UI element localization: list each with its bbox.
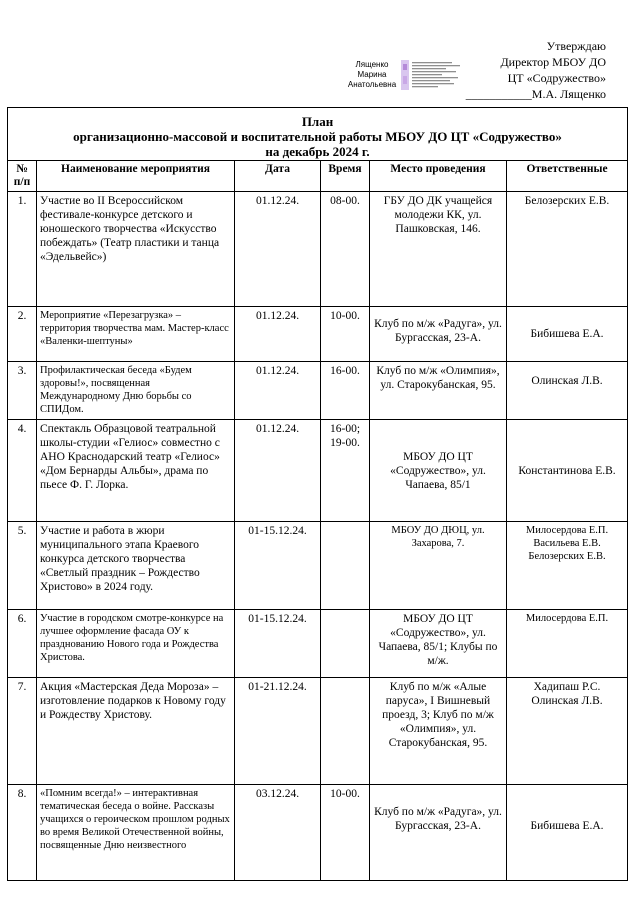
title-row bbox=[8, 108, 628, 161]
row-event-name: Акция «Мастерская Деда Мороза» – изготовление подарков к Новому году и Рождеству Христову. bbox=[37, 678, 235, 785]
row-time: 08-00. bbox=[321, 192, 370, 307]
row-responsible: Милосердова Е.П. bbox=[507, 610, 628, 678]
row-event-name: Спектакль Образцовой театральной школы-студии «Гелиос» совместно с АНО Краснодарский театр «Гелиос» «Дом Бернарды Альбы», драма по пьесе Ф. Г. Лорка. bbox=[37, 420, 235, 522]
row-num: 5. bbox=[8, 522, 37, 610]
header-num: № п/п bbox=[8, 161, 37, 192]
signature-name bbox=[342, 60, 402, 90]
table-row bbox=[8, 785, 628, 881]
row-time: 10-00. bbox=[321, 785, 370, 881]
row-place: МБОУ ДО ЦТ «Содружество», ул. Чапаева, 85/1; Клубы по м/ж. bbox=[370, 610, 507, 678]
row-event-name: Участие и работа в жюри муниципального этапа Краевого конкурса детского творчества «Светлый праздник – Рождество Христово» в 2024 году. bbox=[37, 522, 235, 610]
row-num: 3. bbox=[8, 362, 37, 420]
row-place: МБОУ ДО ДЮЦ, ул. Захарова, 7. bbox=[370, 522, 507, 610]
row-event-name: Участие в городском смотре-конкурсе на лучшее оформление фасада ОУ к празднованию Нового года и Рождества Христова. bbox=[37, 610, 235, 678]
row-place: Клуб по м/ж «Алые паруса», I Вишневый проезд, 3; Клуб по м/ж «Олимпия», ул. Старокубанская, 95. bbox=[370, 678, 507, 785]
row-event-name: Мероприятие «Перезагрузка» – территория творчества мам. Мастер-класс «Валенки-шептуны» bbox=[37, 307, 235, 362]
signature-name-line-2: Марина bbox=[357, 70, 387, 79]
row-num: 7. bbox=[8, 678, 37, 785]
row-responsible: Белозерских Е.В. bbox=[507, 192, 628, 307]
signature-name-line-1: Лященко bbox=[355, 60, 389, 69]
row-event-name: Участие во II Всероссийском фестивале-конкурсе детского и юношеского творчества «Искусство побеждать» (Театр пластики и танца «Эдельвейс») bbox=[37, 192, 235, 307]
row-responsible: Хадипаш Р.С. Олинская Л.В. bbox=[507, 678, 628, 785]
row-date: 01.12.24. bbox=[235, 307, 321, 362]
row-num: 4. bbox=[8, 420, 37, 522]
row-date: 01.12.24. bbox=[235, 192, 321, 307]
row-responsible: Бибишева Е.А. bbox=[507, 307, 628, 362]
row-date: 03.12.24. bbox=[235, 785, 321, 881]
plan-table bbox=[7, 107, 628, 881]
row-time bbox=[321, 610, 370, 678]
header-date: Дата bbox=[235, 161, 321, 192]
row-date: 01.12.24. bbox=[235, 362, 321, 420]
table-row bbox=[8, 307, 628, 362]
title-line-3: на декабрь 2024 г. bbox=[265, 144, 370, 159]
row-place: Клуб по м/ж «Олимпия», ул. Старокубанская, 95. bbox=[370, 362, 507, 420]
row-time: 16-00; 19-00. bbox=[321, 420, 370, 522]
row-date: 01-21.12.24. bbox=[235, 678, 321, 785]
row-responsible: Константинова Е.В. bbox=[507, 420, 628, 522]
row-event-name: «Помним всегда!» – интерактивная тематическая беседа о войне. Рассказы учащихся о героическом прошлом родных во время Великой Отечественной войны, посвященные Дню неизвестного bbox=[37, 785, 235, 881]
row-place: ГБУ ДО ДК учащейся молодежи КК, ул. Пашковская, 146. bbox=[370, 192, 507, 307]
approval-line-2: Директор МБОУ ДО bbox=[500, 55, 606, 69]
row-time: 10-00. bbox=[321, 307, 370, 362]
row-place: Клуб по м/ж «Радуга», ул. Бургасская, 23-А. bbox=[370, 307, 507, 362]
row-time: 16-00. bbox=[321, 362, 370, 420]
row-num: 8. bbox=[8, 785, 37, 881]
table-row bbox=[8, 192, 628, 307]
table-row bbox=[8, 610, 628, 678]
row-num: 6. bbox=[8, 610, 37, 678]
row-date: 01.12.24. bbox=[235, 420, 321, 522]
document-title bbox=[8, 108, 628, 161]
approval-line-1: Утверждаю bbox=[546, 39, 606, 53]
row-num: 1. bbox=[8, 192, 37, 307]
digital-signature-stamp-icon bbox=[400, 58, 464, 92]
header-responsible: Ответственные bbox=[507, 161, 628, 192]
plan-document bbox=[7, 107, 627, 881]
approval-line-4: ___________М.А. Лященко bbox=[465, 87, 606, 101]
signature-name-line-3: Анатольевна bbox=[347, 80, 397, 89]
header-row bbox=[8, 161, 628, 192]
row-responsible: Олинская Л.В. bbox=[507, 362, 628, 420]
title-line-1: План bbox=[301, 114, 334, 129]
header-place: Место проведения bbox=[370, 161, 507, 192]
table-row bbox=[8, 362, 628, 420]
table-row bbox=[8, 420, 628, 522]
approval-line-3: ЦТ «Содружество» bbox=[507, 71, 606, 85]
table-row bbox=[8, 522, 628, 610]
header-name: Наименование мероприятия bbox=[37, 161, 235, 192]
row-event-name: Профилактическая беседа «Будем здоровы!», посвященная Международному Дню борьбы со СПИДом. bbox=[37, 362, 235, 420]
title-line-2: организационно-массовой и воспитательной работы МБОУ ДО ЦТ «Содружество» bbox=[73, 129, 562, 144]
row-time bbox=[321, 678, 370, 785]
row-place: МБОУ ДО ЦТ «Содружество», ул. Чапаева, 85/1 bbox=[370, 420, 507, 522]
row-place: Клуб по м/ж «Радуга», ул. Бургасская, 23-А. bbox=[370, 785, 507, 881]
row-responsible: Бибишева Е.А. bbox=[507, 785, 628, 881]
row-date: 01-15.12.24. bbox=[235, 522, 321, 610]
header-time: Время bbox=[321, 161, 370, 192]
row-num: 2. bbox=[8, 307, 37, 362]
table-row bbox=[8, 678, 628, 785]
row-time bbox=[321, 522, 370, 610]
row-date: 01-15.12.24. bbox=[235, 610, 321, 678]
row-responsible: Милосердова Е.П. Васильева Е.В. Белозерских Е.В. bbox=[507, 522, 628, 610]
